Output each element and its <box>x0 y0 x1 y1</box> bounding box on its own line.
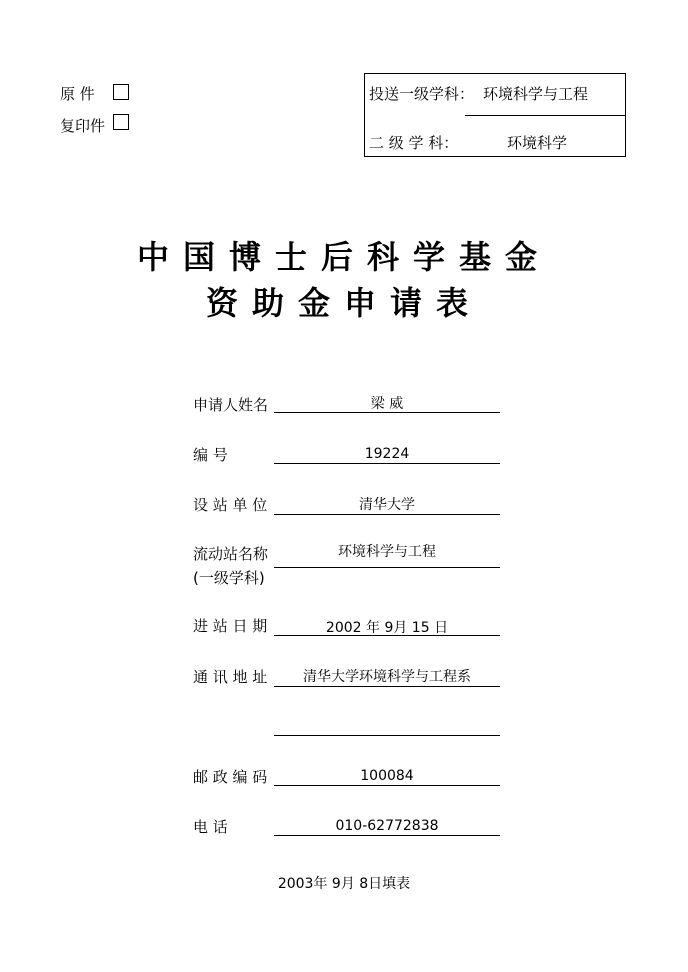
mobile-station-label: 流动站名称 <box>193 545 269 563</box>
address-underline-2 <box>274 735 500 736</box>
phone-value: 010-62772838 <box>335 818 439 834</box>
original-label: 原 件 <box>60 85 95 103</box>
original-checkbox[interactable] <box>113 84 129 100</box>
secondary-subject-label: 二 级 学 科： <box>369 134 459 152</box>
number-underline <box>274 463 500 464</box>
mobile-station-sublabel: (一级学科) <box>193 569 265 587</box>
number-label: 编 号 <box>193 446 228 464</box>
name-underline <box>274 412 500 413</box>
subject-divider <box>465 115 626 116</box>
entry-date-value: 2002 年 9月 15 日 <box>325 620 449 636</box>
subject-box <box>364 73 626 157</box>
postcode-underline <box>274 785 500 786</box>
mobile-station-value: 环境科学与工程 <box>338 544 436 560</box>
entry-date-underline <box>274 635 500 636</box>
postcode-value: 100084 <box>360 768 414 784</box>
name-value: 梁 威 <box>370 396 404 412</box>
address-label: 通 讯 地 址 <box>193 668 268 686</box>
entry-date-label: 进 站 日 期 <box>193 617 268 635</box>
station-label: 设 站 单 位 <box>193 496 268 514</box>
secondary-subject-value: 环境科学 <box>507 134 568 152</box>
phone-label: 电 话 <box>193 818 228 836</box>
address-value: 清华大学环境科学与工程系 <box>303 669 471 685</box>
primary-subject-value: 环境科学与工程 <box>483 85 589 103</box>
copy-label: 复印件 <box>60 117 106 135</box>
postcode-label: 邮 政 编 码 <box>193 768 268 786</box>
phone-underline <box>274 835 500 836</box>
address-underline <box>274 686 500 687</box>
page-title-line1: 中国博士后科学基金 <box>136 238 551 276</box>
mobile-station-underline <box>274 567 500 568</box>
name-label: 申请人姓名 <box>193 396 269 414</box>
primary-subject-label: 投送一级学科： <box>369 85 475 103</box>
page-title-line2: 资助金申请表 <box>205 284 482 322</box>
station-underline <box>274 514 500 515</box>
copy-checkbox[interactable] <box>113 114 129 130</box>
number-value: 19224 <box>364 446 410 462</box>
fill-date: 2003年 9月 8日填表 <box>277 876 411 892</box>
station-value: 清华大学 <box>359 497 415 513</box>
